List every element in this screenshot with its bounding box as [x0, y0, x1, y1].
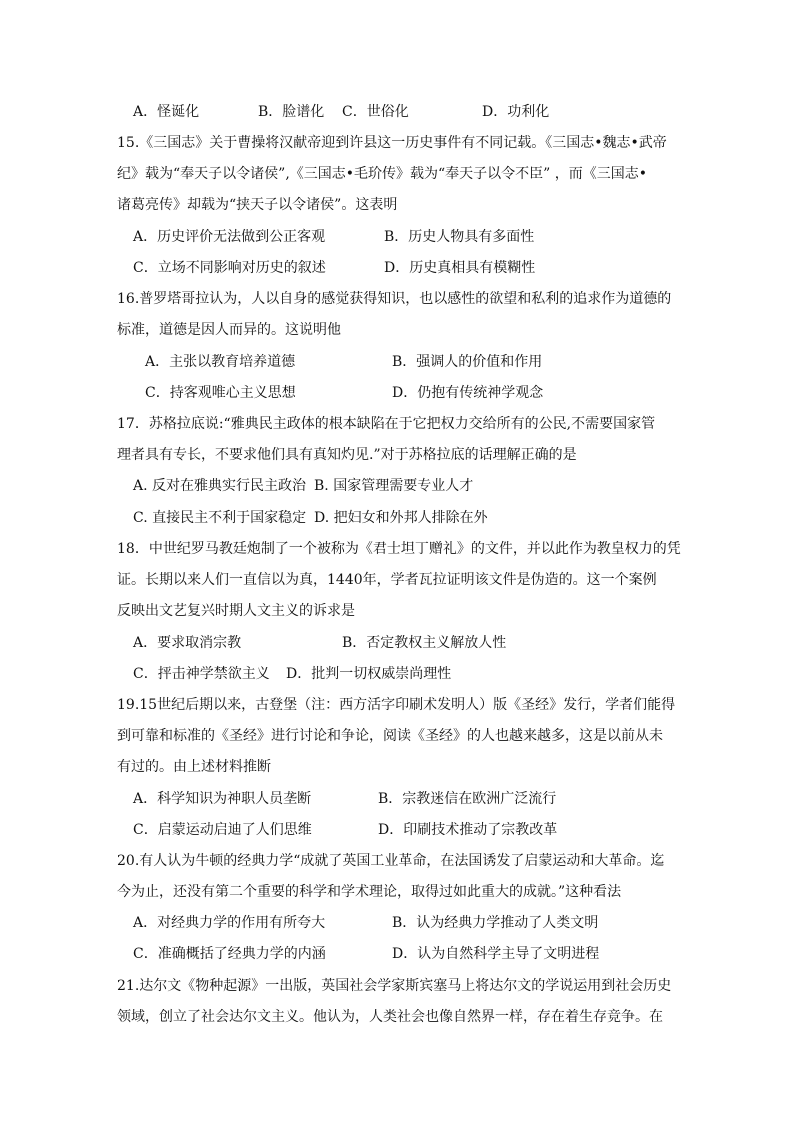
q16-option-b: B．强调人的价值和作用 [392, 354, 543, 370]
q19-option-d: D．印刷技术推动了宗教改革 [378, 822, 558, 838]
q15-stem-line-1: 15.《三国志》关于曹操将汉献帝迎到许县这一历史事件有不同记载。《三国志•魏志•武帝 [117, 135, 667, 151]
q20-option-d: D．认为自然科学主导了文明进程 [392, 946, 600, 962]
q18-option-b: B．否定教权主义解放人性 [342, 635, 507, 651]
q18-stem-line-2: 证。长期以来人们一直信以为真，1440年，学者瓦拉证明该文件是伪造的。这一个案例 [117, 572, 657, 588]
q17-stem-line-2: 理者具有专长，不要求他们具有真知灼见.”对于苏格拉底的话理解正确的是 [117, 447, 577, 463]
q19-stem-line-3: 有过的。由上述材料推断 [117, 759, 271, 775]
q16-option-c: C．持客观唯心主义思想 [145, 385, 296, 401]
q19-option-c: C．启蒙运动启迪了人们思维 [133, 822, 312, 838]
q14-option-c: C．世俗化 [342, 104, 409, 120]
q20-stem-line-1: 20.有人认为牛顿的经典力学“成就了英国工业革命，在法国诱发了启蒙运动和大革命。迄 [117, 853, 665, 869]
q18-option-c: C．抨击神学禁欲主义 [133, 666, 270, 682]
q14-option-b: B．脸谱化 [258, 104, 325, 120]
q18-option-d: D．批判一切权威崇尚理性 [286, 666, 452, 682]
q15-option-d: D．历史真相具有模糊性 [384, 260, 536, 276]
q17-stem-line-1: 17．苏格拉底说:“雅典民主政体的根本缺陷在于它把权力交给所有的公民,不需要国家管 [117, 416, 656, 432]
q20-option-b: B．认为经典力学推动了人类文明 [392, 915, 599, 931]
q17-option-a: A. 反对在雅典实行民主政治 [133, 478, 307, 494]
q15-option-b: B．历史人物具有多面性 [384, 229, 535, 245]
q16-option-d: D．仍抱有传统神学观念 [392, 385, 544, 401]
q16-stem-line-1: 16.普罗塔哥拉认为，人以自身的感觉获得知识，也以感性的欲望和私利的追求作为道德的 [117, 291, 672, 307]
q15-stem-line-2: 纪》载为“奉天子以令诸侯”,《三国志•毛玠传》载为“奉天子以令不臣” ，而《三国志• [117, 166, 648, 182]
q20-stem-line-2: 今为止，还没有第二个重要的科学和学术理论，取得过如此重大的成就。”这种看法 [117, 884, 622, 900]
q20-option-a: A．对经典力学的作用有所夸大 [133, 915, 326, 931]
q15-stem-line-3: 诸葛亮传》却载为“挟天子以令诸侯”。这表明 [117, 197, 398, 213]
q18-stem-line-3: 反映出文艺复兴时期人文主义的诉求是 [117, 603, 355, 619]
q16-stem-line-2: 标准，道德是因人而异的。这说明他 [117, 322, 341, 338]
q17-option-c: C. 直接民主不利于国家稳定 [133, 510, 307, 526]
q18-option-a: A．要求取消宗教 [133, 635, 242, 651]
q19-stem-line-2: 到可靠和标准的《圣经》进行讨论和争论，阅读《圣经》的人也越来越多，这是以前从未 [117, 728, 663, 744]
q20-option-c: C．准确概括了经典力学的内涵 [133, 946, 326, 962]
q14-option-d: D．功利化 [482, 104, 550, 120]
q21-stem-line-1: 21.达尔文《物种起源》一出版，英国社会学家斯宾塞马上将达尔文的学说运用到社会历史 [117, 978, 672, 994]
q18-stem-line-1: 18．中世纪罗马教廷炮制了一个被称为《君士坦丁赠礼》的文件，并以此作为教皇权力的凭 [117, 541, 681, 557]
q19-option-b: B．宗教迷信在欧洲广泛流行 [378, 791, 557, 807]
q19-option-a: A．科学知识为神职人员垄断 [133, 791, 312, 807]
q21-stem-line-2: 领域，创立了社会达尔文主义。他认为，人类社会也像自然界一样，存在着生存竞争。在 [117, 1009, 663, 1025]
q15-option-c: C．立场不同影响对历史的叙述 [133, 260, 326, 276]
q19-stem-line-1: 19.15世纪后期以来，古登堡（注：西方活字印刷术发明人）版《圣经》发行，学者们能得 [117, 697, 676, 713]
q17-option-b: B. 国家管理需要专业人才 [314, 478, 474, 494]
q14-option-a: A．怪诞化 [133, 104, 200, 120]
q17-option-d: D. 把妇女和外邦人排除在外 [314, 510, 488, 526]
q15-option-a: A．历史评价无法做到公正客观 [133, 229, 326, 245]
q16-option-a: A．主张以教育培养道德 [145, 354, 296, 370]
